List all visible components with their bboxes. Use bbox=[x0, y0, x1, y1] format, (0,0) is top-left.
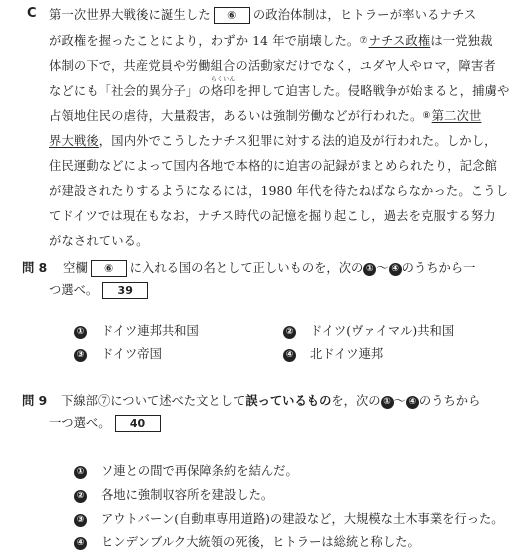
choice-1-icon: ① bbox=[381, 396, 394, 409]
passage-text: 第一次世界大戦後に誕生した bbox=[49, 8, 211, 22]
underline-marker-8: ⑧ bbox=[422, 111, 431, 121]
option-text: 各地に強制収容所を建設した。 bbox=[101, 488, 274, 502]
choice-1-icon: ① bbox=[363, 263, 376, 276]
question-8-number: 問 8 bbox=[22, 261, 48, 275]
question-8-line-2 bbox=[49, 280, 148, 299]
underlined-postwar-2: 界大戦後 bbox=[49, 134, 99, 148]
question-9-text: 一つ選べ。 bbox=[49, 416, 111, 430]
q8-option-1[interactable] bbox=[74, 321, 199, 339]
choice-3-icon: ③ bbox=[74, 514, 87, 527]
q8-option-4[interactable] bbox=[283, 344, 383, 362]
blank-6-box: ⑥ bbox=[214, 7, 250, 24]
option-text: アウトバーン(自動車専用道路)の建設など，大規模な土木事業を行った。 bbox=[101, 512, 504, 526]
question-8-text: に入れる国の名として正しいものを，次の bbox=[129, 261, 364, 275]
q9-option-2[interactable] bbox=[74, 485, 273, 503]
q8-option-2[interactable] bbox=[283, 321, 454, 339]
passage-line-6 bbox=[49, 131, 497, 149]
question-9-number: 問 9 bbox=[22, 394, 48, 408]
question-9-text: 下線部⑦について述べた文として bbox=[61, 394, 246, 408]
underlined-postwar-1: 第二次世 bbox=[431, 109, 482, 123]
passage-line-5 bbox=[49, 106, 481, 124]
choice-4-icon: ④ bbox=[283, 349, 296, 362]
q9-option-4[interactable] bbox=[74, 532, 420, 550]
question-8-text: のうちから一 bbox=[401, 261, 476, 275]
passage-line-1 bbox=[49, 5, 476, 24]
passage-line-8: が建設されたりするようになるには，1980 年代を待たねばならなかった。こうし bbox=[49, 184, 509, 198]
option-text: ドイツ帝国 bbox=[101, 347, 162, 361]
passage-line-10: がなされている。 bbox=[49, 234, 149, 248]
q9-option-3[interactable] bbox=[74, 509, 504, 527]
passage-line-2 bbox=[49, 31, 493, 49]
passage-line-3: 体制の下で，共産党員や労働組合の活動家だけでなく，ユダヤ人やロマ，障害者 bbox=[49, 59, 496, 73]
choice-2-icon: ② bbox=[283, 326, 296, 339]
underlined-nazi-regime: ナチス政権 bbox=[368, 34, 431, 48]
choice-4-icon: ④ bbox=[74, 537, 87, 550]
question-9 bbox=[22, 391, 480, 409]
section-label: C bbox=[27, 6, 37, 21]
choice-4-icon: ④ bbox=[406, 396, 419, 409]
passage-text: を押して迫害した。侵略戦争が始まると，捕虜や bbox=[235, 84, 510, 98]
underline-marker-7: ⑦ bbox=[359, 36, 368, 46]
option-text: ドイツ連邦共和国 bbox=[101, 324, 199, 338]
tilde: ～ bbox=[393, 394, 406, 408]
tilde: ～ bbox=[376, 261, 389, 275]
choice-2-icon: ② bbox=[74, 490, 87, 503]
passage-line-7: 住民運動などによって国内各地で本格的に迫害の記録がまとめられたり，記念館 bbox=[49, 159, 498, 173]
passage-text: 占領地住民の虐待，大量殺害，あるいは強制労働などが行われた。 bbox=[49, 109, 423, 123]
choice-3-icon: ③ bbox=[74, 349, 87, 362]
question-8-text: 空欄 bbox=[63, 261, 88, 275]
passage-text: ，国内外でこうしたナチス犯罪に対する法的追及が行われた。しかし， bbox=[98, 134, 497, 148]
question-9-emphasis: 誤っているもの bbox=[245, 394, 332, 408]
passage-text: の政治体制は，ヒトラーが率いるナチス bbox=[252, 8, 477, 22]
passage-text: は一党独裁 bbox=[430, 34, 493, 48]
option-text: 北ドイツ連邦 bbox=[310, 347, 384, 361]
blank-6-box: ⑥ bbox=[91, 260, 127, 277]
passage-line-4 bbox=[49, 76, 510, 99]
question-8 bbox=[22, 258, 475, 277]
question-9-text: を，次の bbox=[331, 394, 381, 408]
option-text: ヒンデンブルク大統領の死後，ヒトラーは総統と称した。 bbox=[101, 535, 420, 549]
passage-text: などにも「社会的異分子」の bbox=[49, 84, 211, 98]
ruby-base: 烙印 bbox=[210, 84, 236, 98]
choice-1-icon: ① bbox=[74, 466, 87, 479]
choice-4-icon: ④ bbox=[389, 263, 402, 276]
passage-line-9: てドイツでは現在もなお，ナチス時代の記憶を掘り起こし，過去を克服する努力 bbox=[49, 209, 496, 223]
passage-text: が政権を握ったことにより，わずか 14 年で崩壊した。 bbox=[49, 34, 360, 48]
answer-number-box-39: 39 bbox=[102, 282, 148, 299]
q8-option-3[interactable] bbox=[74, 344, 162, 362]
ruby-word bbox=[210, 76, 236, 99]
ruby-reading: らくいん bbox=[210, 76, 236, 83]
question-9-text: のうちから bbox=[418, 394, 481, 408]
option-text: ドイツ(ヴァイマル)共和国 bbox=[310, 324, 455, 338]
q9-option-1[interactable] bbox=[74, 461, 298, 479]
question-8-text: つ選べ。 bbox=[49, 283, 99, 297]
answer-number-box-40: 40 bbox=[115, 415, 161, 432]
choice-1-icon: ① bbox=[74, 326, 87, 339]
question-9-line-2 bbox=[49, 413, 161, 432]
option-text: ソ連との間で再保障条約を結んだ。 bbox=[101, 464, 298, 478]
